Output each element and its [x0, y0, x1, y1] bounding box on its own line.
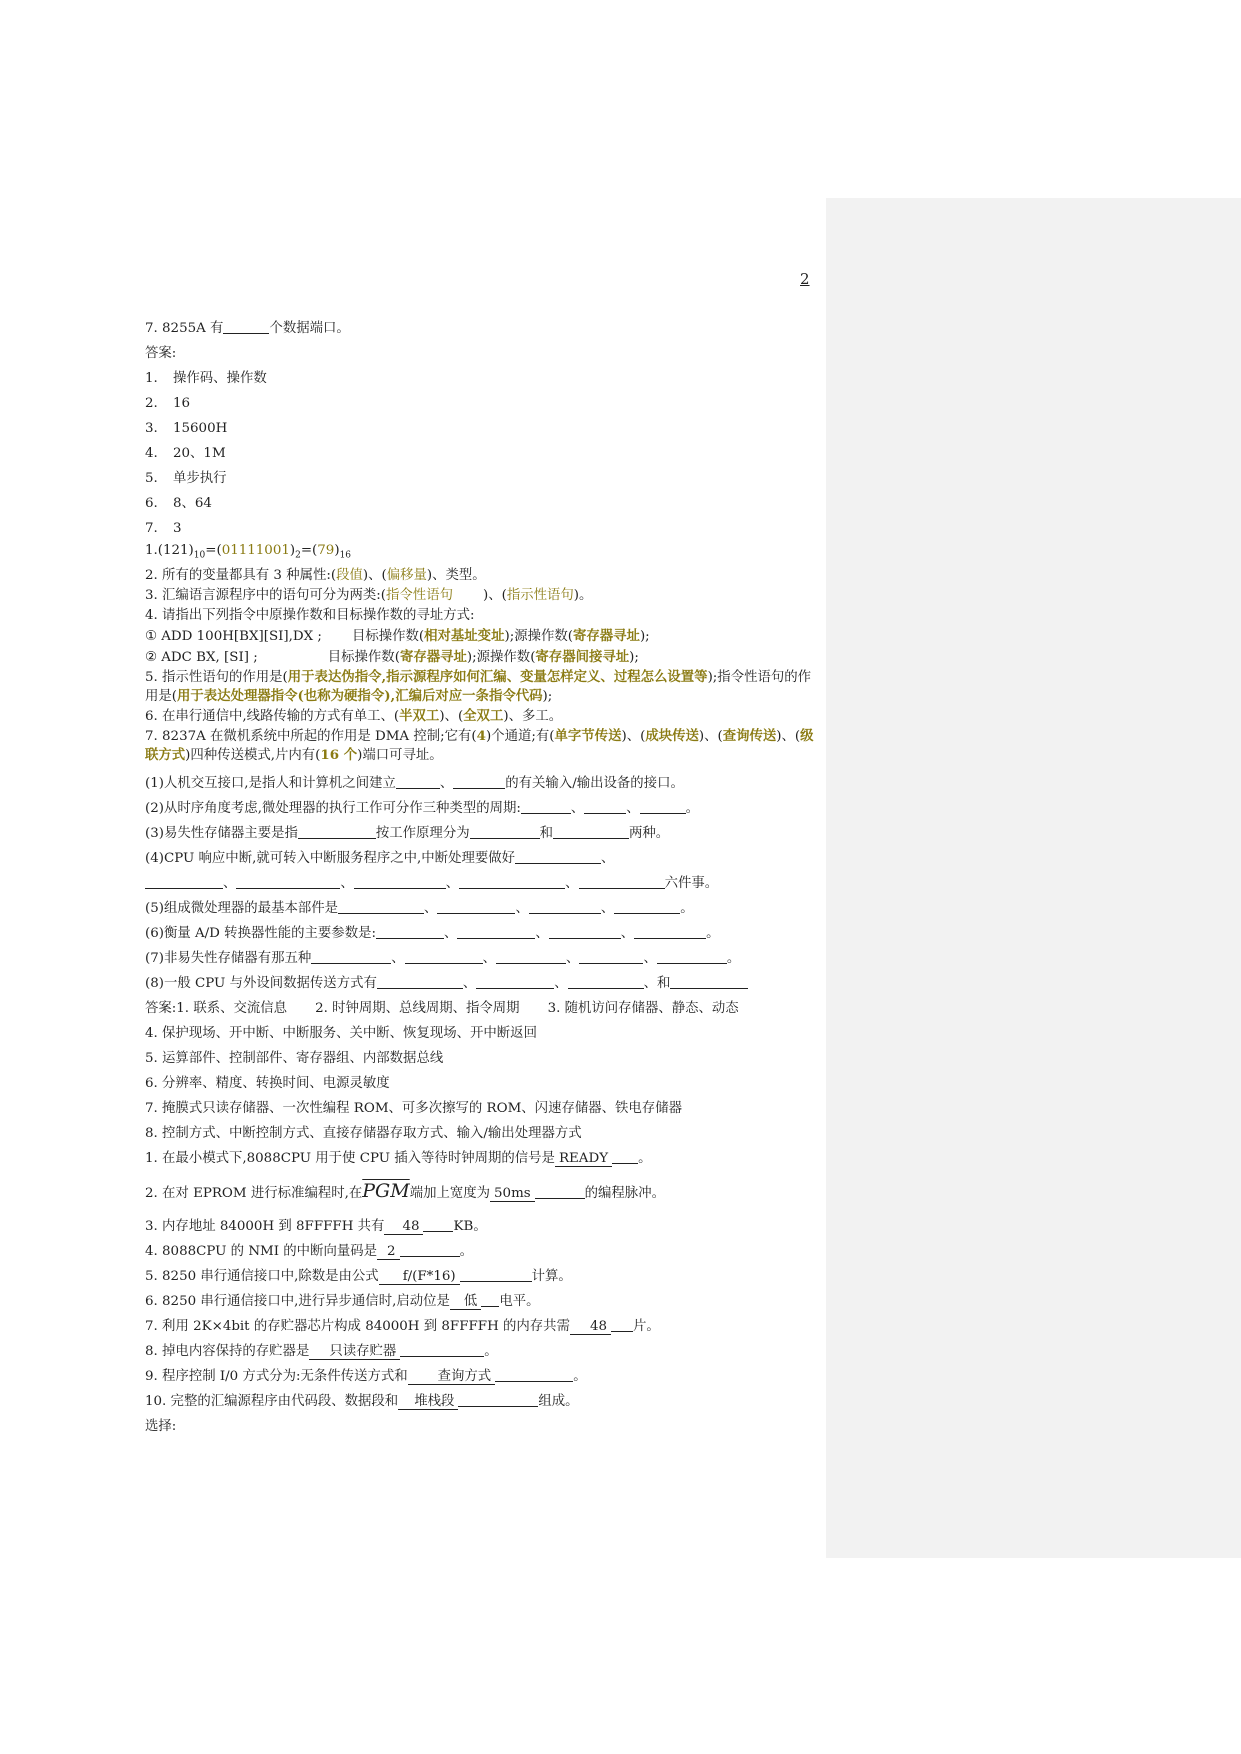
question-2: (2)从时序角度考虑,微处理器的执行工作可分作三种类型的周期: 、 、 。 [145, 800, 700, 816]
answer-4: 4. 保护现场、开中断、中断服务、关中断、恢复现场、开中断返回 [145, 1025, 537, 1041]
blank-q1: 1. 在最小模式下,8088CPU 用于使 CPU 插入等待时钟周期的信号是 READY 。 [145, 1150, 652, 1166]
document-body [145, 316, 815, 1439]
answer-8: 8. 控制方式、中断控制方式、直接存储器存取方式、输入/输出处理器方式 [145, 1125, 582, 1141]
line-8237a: 7. 8237A 在微机系统中所起的作用是 DMA 控制;它有(4)个通道;有(单字节传送)、(成块传送)、(查询传送)、(级联方式)四种传送模式,片内有(16 个)端口可寻址。 [145, 727, 814, 763]
line-adc: ② ADC BX, [SI] ; 目标操作数(寄存器寻址);源操作数(寄存器间接寻址); [145, 648, 639, 665]
list-item: 5. 单步执行 [145, 471, 227, 486]
question-8255a: 7. 8255A 有 个数据端口。 [145, 321, 350, 336]
answer-7: 7. 掩膜式只读存储器、一次性编程 ROM、可多次擦写的 ROM、闪速存储器、铁电存储器 [145, 1100, 682, 1116]
answer-5: 5. 运算部件、控制部件、寄存器组、内部数据总线 [145, 1050, 444, 1066]
blank-q8: 8. 掉电内容保持的存贮器是 只读存贮器 。 [145, 1343, 498, 1359]
line-directive: 5. 指示性语句的作用是(用于表达伪指令,指示源程序如何汇编、变量怎样定义、过程怎么设置等);指令性语句的作用是(用于表达处理器指令(也称为硬指令),汇编后对应一条指令代码); [145, 668, 812, 704]
line-serial-modes: 6. 在串行通信中,线路传输的方式有单工、(半双工)、(全双工)、多工。 [145, 707, 563, 724]
question-6: (6)衡量 A/D 转换器性能的主要参数是: 、 、 、 。 [145, 925, 720, 941]
blank-q5: 5. 8250 串行通信接口中,除数是由公式 f/(F*16) 计算。 [145, 1268, 572, 1284]
question-3: (3)易失性存储器主要是指 按工作原理分为 和 两种。 [145, 825, 670, 841]
section-fill-answers [145, 541, 815, 765]
answer-line: 答案:1. 联系、交流信息 2. 时钟周期、总线周期、指令周期 3. 随机访问存储器、静态、动态 [145, 1000, 739, 1016]
list-item: 7. 3 [145, 521, 182, 536]
list-item: 4. 20、1M [145, 446, 226, 461]
question-4: (4)CPU 响应中断,就可转入中断服务程序之中,中断处理要做好 、 [145, 850, 615, 866]
comment-pane [826, 198, 1241, 1558]
blank-q9: 9. 程序控制 I/0 方式分为:无条件传送方式和 查询方式 。 [145, 1368, 587, 1384]
list-item: 3. 15600H [145, 421, 228, 436]
blank-q10: 10. 完整的汇编源程序由代码段、数据段和 堆栈段 组成。 [145, 1393, 579, 1409]
section-questions [145, 771, 815, 1146]
answer-list [145, 366, 815, 541]
line-attributes: 2. 所有的变量都具有 3 种属性:(段值)、(偏移量)、类型。 [145, 567, 486, 583]
blank [223, 319, 269, 334]
list-item: 1. 操作码、操作数 [145, 371, 267, 386]
blank-q6: 6. 8250 串行通信接口中,进行异步通信时,启动位是 低 电平。 [145, 1293, 540, 1309]
question-5: (5)组成微处理器的最基本部件是 、 、 、 。 [145, 900, 694, 916]
line-statements: 3. 汇编语言源程序中的语句可分为两类:(指令性语句 )、(指示性语句)。 [145, 587, 593, 603]
line-addressing-question: 4. 请指出下列指令中原操作数和目标操作数的寻址方式: [145, 607, 475, 623]
question-4-cont: 、 、 、 、 六件事。 [145, 871, 815, 896]
question-1: (1)人机交互接口,是指人和计算机之间建立 、 的有关输入/输出设备的接口。 [145, 775, 684, 791]
blank-q4: 4. 8088CPU 的 NMI 的中断向量码是 2 。 [145, 1243, 473, 1259]
pgm-symbol: $\overline{PGM}$ [362, 1179, 410, 1202]
select-heading: 选择: [145, 1418, 177, 1434]
blank-q3: 3. 内存地址 84000H 到 8FFFFH 共有 48 KB。 [145, 1218, 487, 1234]
page-number: 2 [800, 270, 810, 288]
answer-6: 6. 分辨率、精度、转换时间、电源灵敏度 [145, 1075, 390, 1091]
list-item: 6. 8、64 [145, 496, 212, 511]
section-blanks [145, 1146, 815, 1439]
blank-q7: 7. 利用 2K×4bit 的存贮器芯片构成 84000H 到 8FFFFH 的内存共需 48 片。 [145, 1318, 660, 1334]
question-8: (8)一般 CPU 与外设间数据传送方式有 、 、 、和 [145, 971, 815, 996]
blank-q2: 2. 在对 EPROM 进行标准编程时,在$\overline{PGM}$端加上宽度为 50ms 的编程脉冲。 [145, 1179, 665, 1202]
line-conversion: $1.(121)_{10}=(01111001)_2=(79)_{16}$ [145, 543, 352, 561]
answer-label: 答案: [145, 346, 177, 361]
list-item: 2. 16 [145, 396, 191, 411]
question-7: (7)非易失性存储器有那五种 、 、 、 、 。 [145, 950, 741, 966]
line-add: ① ADD 100H[BX][SI],DX ; 目标操作数(相对基址变址);源操作数(寄存器寻址); [145, 627, 650, 644]
